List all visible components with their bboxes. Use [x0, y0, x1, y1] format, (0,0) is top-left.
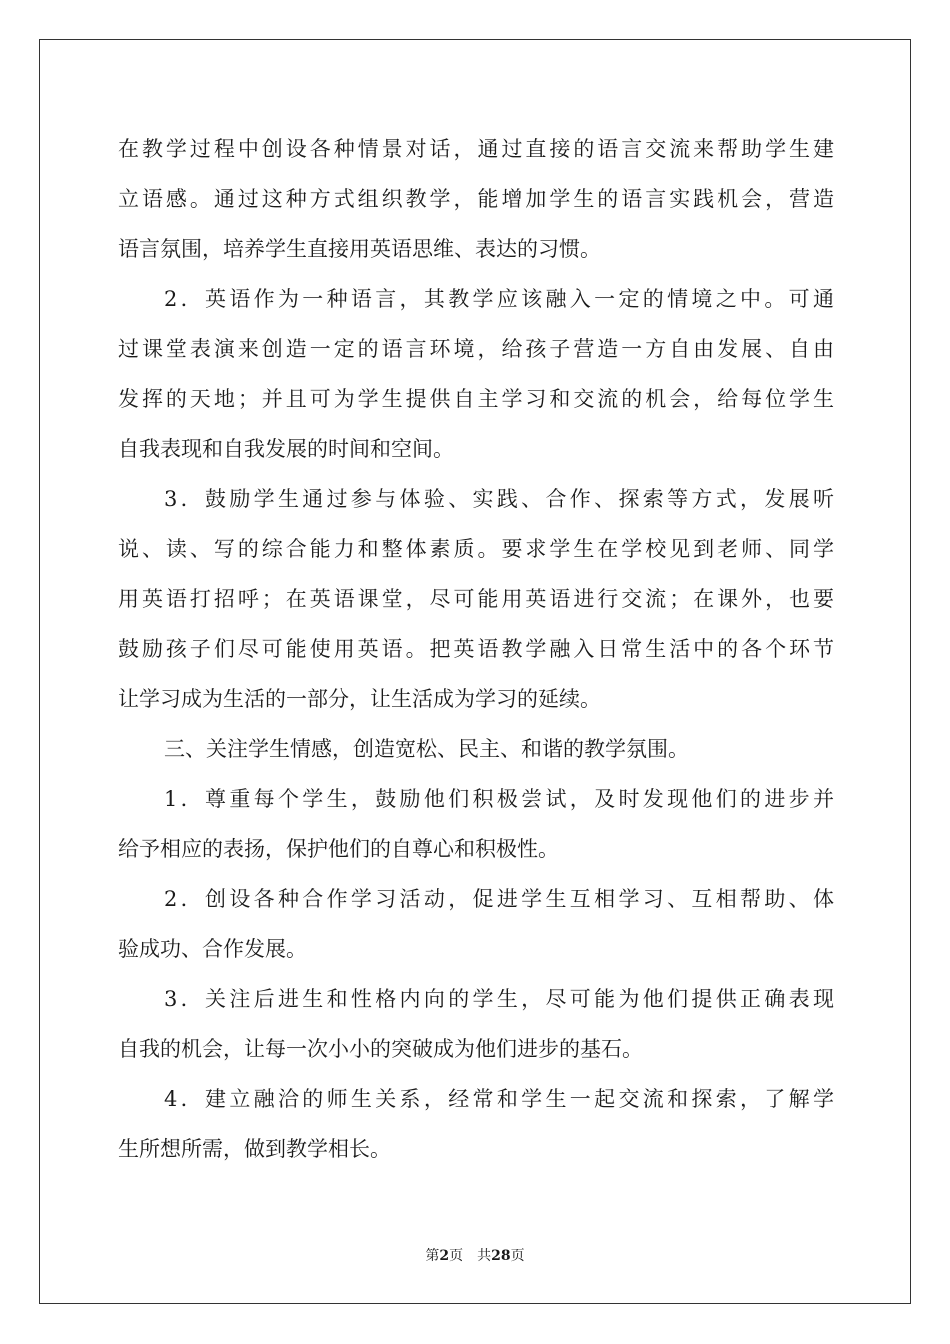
page-prefix: 第: [425, 1248, 440, 1264]
text-line: 生所想所需，做到教学相长。: [118, 1137, 391, 1161]
text-line: 4．建立融洽的师生关系，经常和学生一起交流和探索，了解学: [164, 1087, 834, 1111]
text-line: 在教学过程中创设各种情景对话，通过直接的语言交流来帮助学生建: [118, 137, 834, 161]
page-number: 2: [439, 1248, 450, 1264]
document-body: [118, 124, 834, 1174]
text-line: 2．英语作为一种语言，其教学应该融入一定的情境之中。可通: [164, 287, 834, 311]
text-line: 2．创设各种合作学习活动，促进学生互相学习、互相帮助、体: [164, 887, 834, 911]
section-heading: 三、关注学生情感，创造宽松、民主、和谐的教学氛围。: [164, 737, 689, 761]
text-line: 3．鼓励学生通过参与体验、实践、合作、探索等方式，发展听: [164, 487, 834, 511]
text-line: 鼓励孩子们尽可能使用英语。把英语教学融入日常生活中的各个环节: [118, 637, 834, 661]
text-line: 过课堂表演来创造一定的语言环境，给孩子营造一方自由发展、自由: [118, 337, 834, 361]
page-suffix: 页: [449, 1248, 464, 1264]
text-line: 1．尊重每个学生，鼓励他们积极尝试，及时发现他们的进步并: [164, 787, 834, 811]
total-prefix: 共: [477, 1248, 492, 1264]
text-line: 自我的机会，让每一次小小的突破成为他们进步的基石。: [118, 1037, 643, 1061]
text-line: 语言氛围，培养学生直接用英语思维、表达的习惯。: [118, 237, 601, 261]
total-suffix: 页: [510, 1248, 525, 1264]
page-footer: [0, 1246, 950, 1266]
text-line: 给予相应的表扬，保护他们的自尊心和积极性。: [118, 837, 559, 861]
text-line: 立语感。通过这种方式组织教学，能增加学生的语言实践机会，营造: [118, 187, 834, 211]
total-pages: 28: [491, 1248, 511, 1264]
text-line: 验成功、合作发展。: [118, 937, 307, 961]
text-line: 3．关注后进生和性格内向的学生，尽可能为他们提供正确表现: [164, 987, 834, 1011]
text-line: 用英语打招呼；在英语课堂，尽可能用英语进行交流；在课外，也要: [118, 587, 834, 611]
text-line: 自我表现和自我发展的时间和空间。: [118, 437, 454, 461]
text-line: 发挥的天地；并且可为学生提供自主学习和交流的机会，给每位学生: [118, 387, 834, 411]
text-line: 让学习成为生活的一部分，让生活成为学习的延续。: [118, 687, 601, 711]
text-line: 说、读、写的综合能力和整体素质。要求学生在学校见到老师、同学: [118, 537, 834, 561]
